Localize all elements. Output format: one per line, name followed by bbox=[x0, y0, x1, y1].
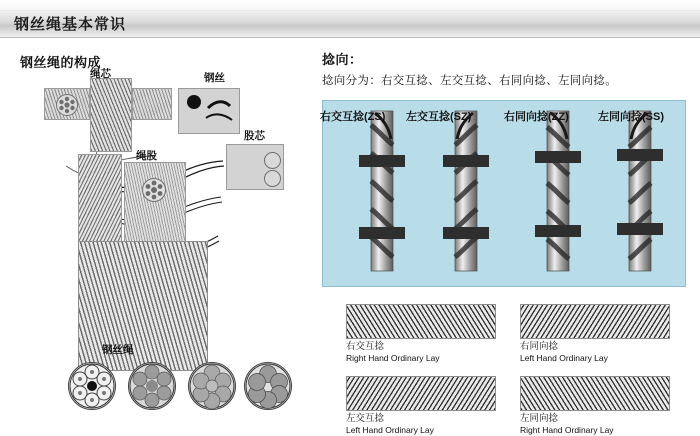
label-wire-rope: 钢丝绳 bbox=[102, 344, 134, 356]
lay-label-sz: 左交互捻(SZ) bbox=[406, 111, 472, 123]
label-strand: 绳股 bbox=[136, 150, 157, 162]
xsec-icon-b bbox=[264, 170, 281, 187]
page-top-edge bbox=[0, 0, 700, 10]
sample-photo-3 bbox=[346, 376, 494, 436]
xsec-rope-4 bbox=[244, 362, 292, 410]
lay-direction-panel bbox=[322, 100, 686, 287]
photo-fiber-core bbox=[132, 88, 172, 120]
xsec-rope-3 bbox=[188, 362, 236, 410]
right-section-heading: 捻向： bbox=[322, 52, 363, 67]
sample-image-3 bbox=[346, 376, 496, 411]
photo-wire-rope bbox=[78, 241, 208, 371]
xsec-icon-strand bbox=[142, 178, 166, 202]
lay-label-zs: 右交互捻(ZS) bbox=[320, 111, 386, 123]
sample-caption-en-2: Left Hand Ordinary Lay bbox=[520, 353, 608, 363]
sample-caption-en-4: Right Hand Ordinary Lay bbox=[520, 425, 614, 435]
photo-rope-twist bbox=[90, 78, 132, 152]
rope-construction-diagram bbox=[18, 66, 308, 411]
sample-caption-cn-1: 右交互捻 bbox=[346, 341, 385, 352]
sample-photo-4 bbox=[520, 376, 668, 436]
sample-photo-1 bbox=[346, 304, 494, 364]
photo-strand-detail bbox=[124, 162, 186, 250]
xsec-icon-a bbox=[264, 152, 281, 169]
xsec-icon-core bbox=[56, 94, 78, 116]
photo-strand bbox=[78, 154, 122, 252]
sample-caption-cn-3: 左交互捻 bbox=[346, 413, 385, 424]
sample-image-2 bbox=[520, 304, 670, 339]
lay-label-ss: 左同向捻(SS) bbox=[598, 111, 664, 123]
sample-image-1 bbox=[346, 304, 496, 339]
lay-direction-graphics bbox=[323, 101, 685, 286]
sample-caption-en-3: Left Hand Ordinary Lay bbox=[346, 425, 434, 435]
label-rope-core: 绳芯 bbox=[90, 68, 111, 80]
sample-image-4 bbox=[520, 376, 670, 411]
left-section-heading: 钢丝绳的构成 bbox=[20, 55, 102, 70]
label-steel-wire: 钢丝 bbox=[204, 72, 225, 84]
xsec-rope-1 bbox=[68, 362, 116, 410]
steel-wire-sample-graphic bbox=[178, 88, 238, 132]
xsec-rope-2 bbox=[128, 362, 176, 410]
right-section-description: 捻向分为：右交互捻、左交互捻、右同向捻、左同向捻。 bbox=[322, 75, 617, 87]
sample-caption-en-1: Right Hand Ordinary Lay bbox=[346, 353, 440, 363]
sample-caption-cn-4: 左同向捻 bbox=[520, 413, 559, 424]
sample-caption-cn-2: 右同向捻 bbox=[520, 341, 559, 352]
label-strand-core: 股芯 bbox=[244, 130, 265, 142]
lay-label-zz: 右同向捻(ZZ) bbox=[504, 111, 569, 123]
page-title: 钢丝绳基本常识 bbox=[14, 16, 127, 33]
sample-photo-2 bbox=[520, 304, 668, 364]
